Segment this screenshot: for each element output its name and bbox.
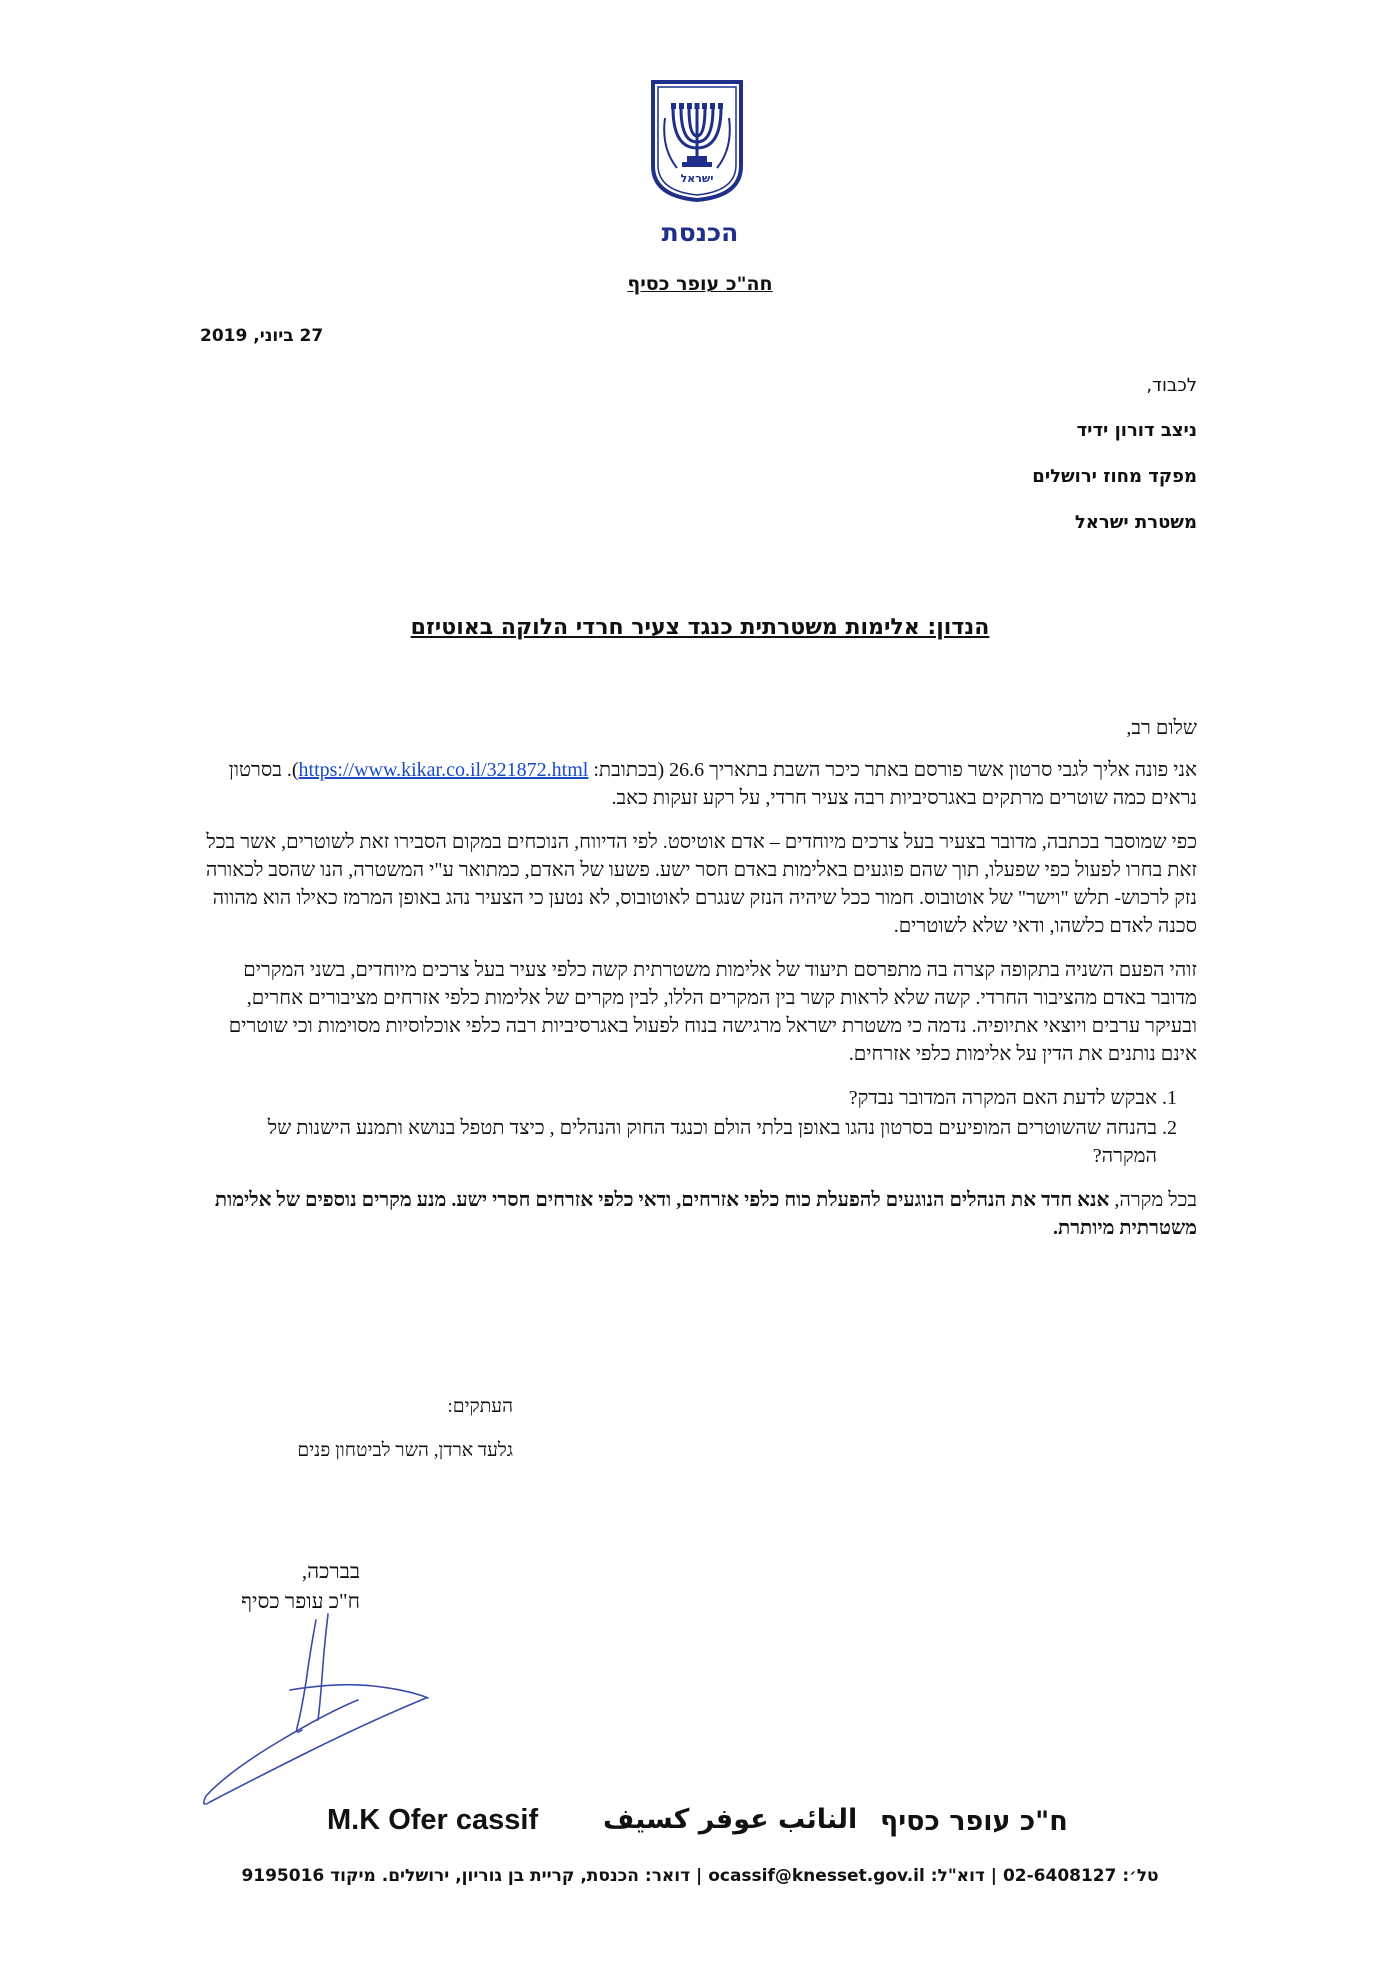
recipient-name: ניצב דורון ידיד	[1076, 420, 1197, 441]
paragraph-incident-details: כפי שמוסבר בכתבה, מדובר בצעיר בעל צרכים מיוחדים – אדם אוטיסט. לפי הדיווח, הנוכחים במקום הסבירו זאת לשוטרים, אשר בכל זאת בחרו לפעול כפי שפעלו, תוך שהם פוגעים באלימות באדם חסר ישע. פשעו של האדם, כמתואר ע"י המשטרה, הנו שהסב לכאורה נזק לרכוש- תלש "וישר" של אוטובוס. חמור ככל שיהיה הנזק שנגרם לאוטובוס, לא נטען כי הצעיר נהג באופן המרמז כאילו הוא מהווה סכנה לאדם כלשהו, ודאי שלא לשוטרים.	[205, 831, 1197, 937]
closing-lead: בכל מקרה,	[1109, 1189, 1197, 1211]
list-item: 2. בהנחה שהשוטרים המופיעים בסרטון נהגו באופן בלתי הולם וכנגד החוק והנהלים , כיצד תטפל בנושא ותמנע הישנות של המקרה?	[200, 1114, 1157, 1170]
signoff	[241, 1556, 360, 1616]
signoff-name: ח"כ עופר כסיף	[241, 1589, 360, 1613]
paragraph-pattern: זוהי הפעם השניה בתקופה קצרה בה מתפרסם תיעוד של אלימות משטרתית קשה כלפי צעיר בעל צרכים מיוחדים, בשני המקרים מדובר באדם מהציבור החרדי. קשה שלא לראות קשר בין המקרים הללו, לבין מקרים של אלימות כלפי אזרחים מציבורים אחרים, ובעיקר ערבים ויוצאי אתיופיה. נדמה כי משטרת ישראל מרגישה בנוח לפעול באגרסיביות רבה כלפי אוכלוסיות מסוימות וכי שוטרים אינם נותנים את הדין על אלימות כלפי אזרחים.	[228, 959, 1197, 1065]
institution-name: הכנסת	[661, 218, 739, 247]
video-article-link[interactable]: https://www.kikar.co.il/321872.html	[298, 759, 589, 781]
paragraph1-after-link: ). בסרטון נראים כמה שוטרים מרתקים באגרסיביות רבה צעיר חרדי, על רקע זעקות כאב.	[228, 759, 1197, 809]
paragraph1-before-link: אני פונה אליך לגבי סרטון אשר פורסם באתר כיכר השבת בתאריך 26.6 (בכתובת:	[588, 759, 1197, 781]
recipient-title: מפקד מחוז ירושלים	[1032, 466, 1197, 487]
contact-footer: טל׳: 02-6408127 | דוא"ל: ocassif@knesset.gov.il | דואר: הכנסת, קריית בן גוריון, ירושלים. מיקוד 9195016	[241, 1866, 1159, 1886]
recipient-organization: משטרת ישראל	[1074, 512, 1197, 533]
copies-recipient: גלעד ארדן, השר לביטחון פנים	[297, 1440, 513, 1461]
emblem-caption: ישראל	[680, 172, 714, 185]
signature-name-english: M.K Ofer cassif	[327, 1804, 539, 1836]
sender-header: חה"כ עופר כסיף	[627, 273, 773, 295]
closing-demand: אנא חדד את הנהלים הנוגעים להפעלת כוח כלפי אזרחים, ודאי כלפי אזרחים חסרי ישע. מנע מקרים נוספים של אלימות משטרתית מיותרת.	[214, 1189, 1197, 1239]
salutation-to: לכבוד,	[1146, 375, 1197, 396]
greeting: שלום רב,	[1126, 717, 1197, 739]
letter-body	[200, 714, 1197, 1258]
letter-subject: הנדון: אלימות משטרתית כנגד צעיר חרדי הלוקה באוטיזם	[410, 615, 990, 640]
handwritten-signature	[198, 1612, 458, 1810]
letter-date: 27 ביוני, 2019	[200, 326, 324, 346]
signature-name-hebrew: ח"כ עופר כסיף	[880, 1806, 1068, 1837]
questions-list	[200, 1084, 1197, 1170]
paragraph-video-report	[200, 756, 1197, 812]
closing-paragraph	[200, 1186, 1197, 1242]
menorah-emblem-icon	[647, 78, 747, 204]
signature-name-arabic: النائب عوفر كسيف	[603, 1804, 858, 1835]
copies-label: העתקים:	[447, 1396, 513, 1417]
signoff-regards: בברכה,	[301, 1559, 360, 1583]
list-item: 1. אבקש לדעת האם המקרה המדובר נבדק?	[200, 1084, 1157, 1112]
